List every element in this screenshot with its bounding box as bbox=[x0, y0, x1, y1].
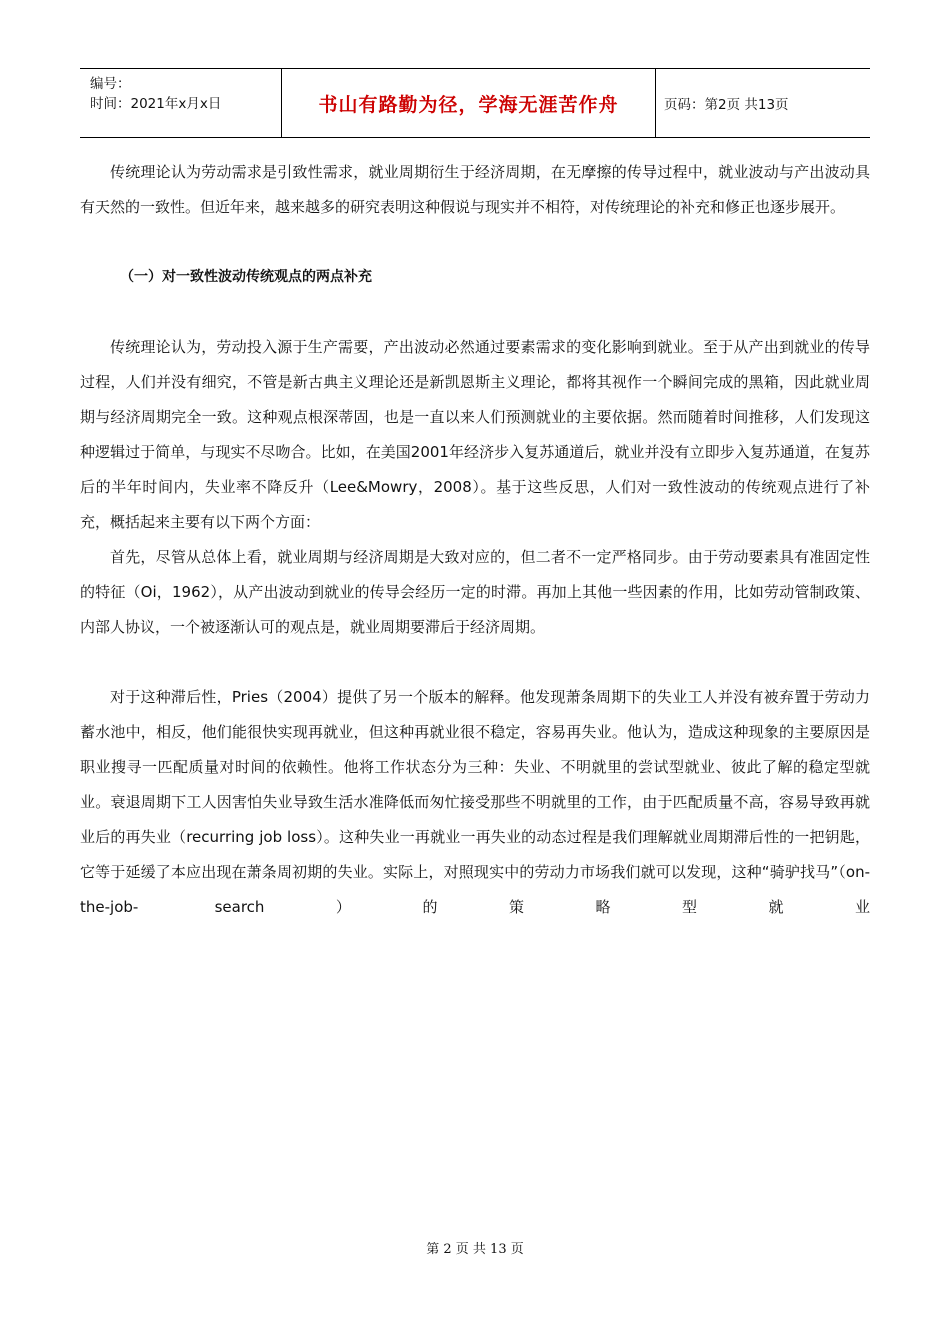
page-header bbox=[80, 68, 870, 138]
section-heading: （一）对一致性波动传统观点的两点补充 bbox=[120, 269, 372, 285]
paragraph-intro: 传统理论认为劳动需求是引致性需求，就业周期衍生于经济周期，在无摩擦的传导过程中，就业波动与产出波动具有天然的一致性。但近年来，越来越多的研究表明这种假说与现实并不相符，对传统理论的补充和修正也逐步展开。 bbox=[80, 163, 870, 216]
document-body bbox=[80, 155, 870, 925]
paragraph-lag: 首先，尽管从总体上看，就业周期与经济周期是大致对应的，但二者不一定严格同步。由于劳动要素具有准固定性的特征（Oi，1962），从产出波动到就业的传导会经历一定的时滞。再加上其他一些因素的作用，比如劳动管制政策、内部人协议，一个被逐渐认可的观点是，就业周期要滞后于经济周期。 bbox=[80, 548, 870, 636]
time-label: 时间：2021年x月x日 bbox=[90, 96, 222, 112]
header-page-info: 页码：第2页 共13页 bbox=[664, 97, 789, 113]
header-motto: 书山有路勤为径，学海无涯苦作舟 bbox=[281, 69, 656, 137]
page-footer: 第 2 页 共 13 页 bbox=[426, 1242, 524, 1257]
paragraph-pries: 对于这种滞后性，Pries（2004）提供了另一个版本的解释。他发现萧条周期下的失业工人并没有被弃置于劳动力蓄水池中，相反，他们能很快实现再就业，但这种再就业很不稳定，容易再失业。他认为，造成这种现象的主要原因是职业搜寻一匹配质量对时间的依赖性。他将工作状态分为三种：失业、不明就里的尝试型就业、彼此了解的稳定型就业。衰退周期下工人因害怕失业导致生活水准降低而匆忙接受那些不明就里的工作，由于匹配质量不高，容易导致再就业后的再失业（recurring job loss）。这种失业一再就业一再失业的动态过程是我们理解就业周期滞后性的一把钥匙，它等于延缓了本应出现在萧条周初期的失业。实际上，对照现实中的劳动力市场我们就可以发现，这种“骑驴找马”（on- the-job- search）的策略型就业 bbox=[80, 688, 870, 916]
header-meta bbox=[80, 69, 281, 137]
serial-label: 编号： bbox=[90, 76, 131, 92]
paragraph-traditional-view: 传统理论认为，劳动投入源于生产需要，产出波动必然通过要素需求的变化影响到就业。至于从产出到就业的传导过程，人们并没有细究，不管是新古典主义理论还是新凯恩斯主义理论，都将其视作一个瞬间完成的黑箱，因此就业周期与经济周期完全一致。这种观点根深蒂固，也是一直以来人们预测就业的主要依据。然而随着时间推移，人们发现这种逻辑过于简单，与现实不尽吻合。比如，在美国2001年经济步入复苏通道后，就业并没有立即步入复苏通道，在复苏后的半年时间内，失业率不降反升（Lee&Mowry，2008）。基于这些反思，人们对一致性波动的传统观点进行了补充，概括起来主要有以下两个方面： bbox=[80, 338, 870, 531]
